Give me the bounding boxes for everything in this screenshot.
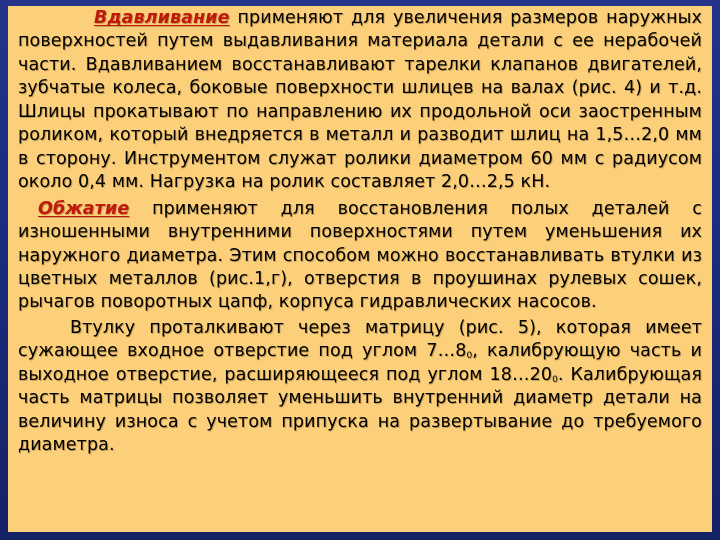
paragraph-vtulka	[18, 317, 702, 458]
text-panel	[8, 6, 712, 532]
term-vdavlivanie: Вдавливание	[94, 8, 230, 28]
term-obzhatie: Обжатие	[38, 198, 130, 219]
degree-superscript-b: 0	[552, 374, 558, 385]
paragraph-vdavlivanie-text: применяют для увеличения размеров наружных поверхностей путем выдавливания материала детали с ее нерабочей части. Вдавливанием восстанавливают тарелки клапанов двигателей, зубчатые колеса, боковые поверхности шлицев на валах (рис. 4) и т.д. Шлицы прокатывают по направлению их продольной оси заостренным роликом, который внедряется в металл и разводит шлиц на 1,5…2,0 мм в сторону. Инструментом служат ролики диаметром 60 мм с радиусом около 0,4 мм. Нагрузка на ролик составляет 2,0…2,5 кН.	[18, 8, 702, 193]
degree-superscript-a: 0	[466, 351, 473, 362]
paragraph-vtulka-text-a: Втулку проталкивают через матрицу (рис. 5), которая имеет сужающее входное отверстие под углом 7…8	[18, 317, 702, 362]
paragraph-obzhatie-text: применяют для восстановления полых деталей с изношенными внутренними поверхностями путем уменьшения их наружного диаметра. Этим способом можно восстанавливать втулки из цветных металлов (рис.1,г), отверстия в проушинах рулевых сошек, рычагов поворотных цапф, корпуса гидравлических насосов.	[18, 198, 702, 313]
paragraph-vtulka-text-c: . Калибрующая часть матрицы позволяет уменьшить внутренний диаметр детали на величину износа с учетом припуска на развертывание до требуемого диаметра.	[18, 364, 702, 456]
paragraph-obzhatie	[18, 198, 702, 315]
paragraph-vdavlivanie	[18, 7, 702, 195]
paragraph-vtulka-text-b: , калибрующую часть и выходное отверстие, расширяющееся под углом 18…20	[18, 341, 702, 385]
